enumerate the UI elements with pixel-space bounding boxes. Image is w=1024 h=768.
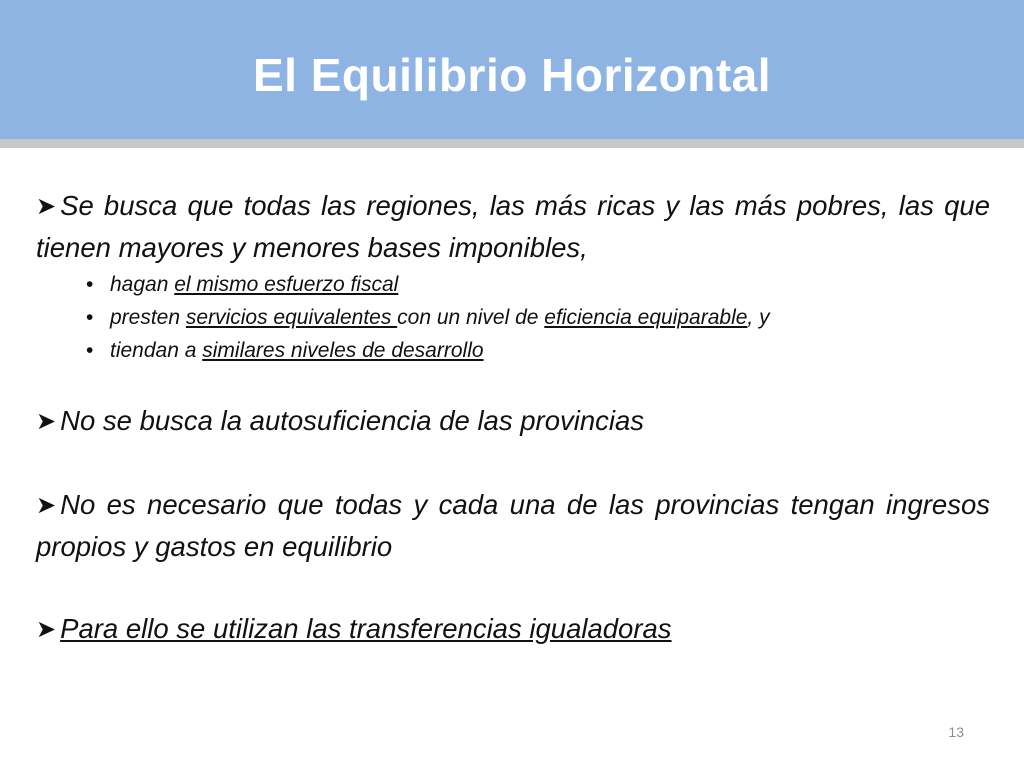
arrow-bullet-icon: ➤	[36, 616, 57, 643]
arrow-bullet-icon: ➤	[36, 408, 57, 435]
list-item	[84, 334, 990, 367]
bullet-text: con un nivel de	[397, 306, 545, 329]
bullet-underlined-text: servicios equivalentes	[185, 306, 398, 329]
slide-content	[36, 186, 990, 651]
list-item	[84, 268, 990, 301]
list-item	[84, 301, 990, 334]
paragraph-2-text: No se busca la autosuficiencia de las provincias	[60, 405, 645, 436]
bullet-icon: •	[86, 339, 94, 362]
bullet-text: , y	[747, 306, 770, 329]
paragraph-3	[36, 485, 990, 567]
sub-bullet-list	[84, 268, 990, 367]
bullet-text: hagan	[110, 273, 175, 296]
arrow-bullet-icon: ➤	[36, 492, 57, 519]
paragraph-3-text: No es necesario que todas y cada una de las provincias tengan ingresos propios y gastos en equilibrio	[36, 489, 990, 562]
bullet-underlined-text: similares niveles de desarrollo	[202, 339, 484, 362]
bullet-text: presten	[110, 306, 186, 329]
paragraph-2	[36, 401, 990, 443]
paragraph-4-text: Para ello se utilizan las transferencias igualadoras	[60, 613, 672, 644]
bullet-icon: •	[86, 306, 94, 329]
bullet-icon: •	[86, 273, 94, 296]
paragraph-4	[36, 609, 990, 651]
paragraph-1-text: Se busca que todas las regiones, las más ricas y las más pobres, las que tienen mayores y menores bases imponibles,	[36, 190, 990, 263]
page-number: 13	[948, 724, 964, 740]
arrow-bullet-icon: ➤	[36, 193, 57, 220]
slide-title: El Equilibrio Horizontal	[253, 49, 771, 101]
bullet-underlined-text: el mismo esfuerzo fiscal	[174, 273, 399, 296]
title-stripe	[0, 139, 1024, 148]
bullet-underlined-text: eficiencia equiparable	[544, 306, 748, 329]
paragraph-1	[36, 186, 990, 268]
bullet-text: tiendan a	[110, 339, 203, 362]
